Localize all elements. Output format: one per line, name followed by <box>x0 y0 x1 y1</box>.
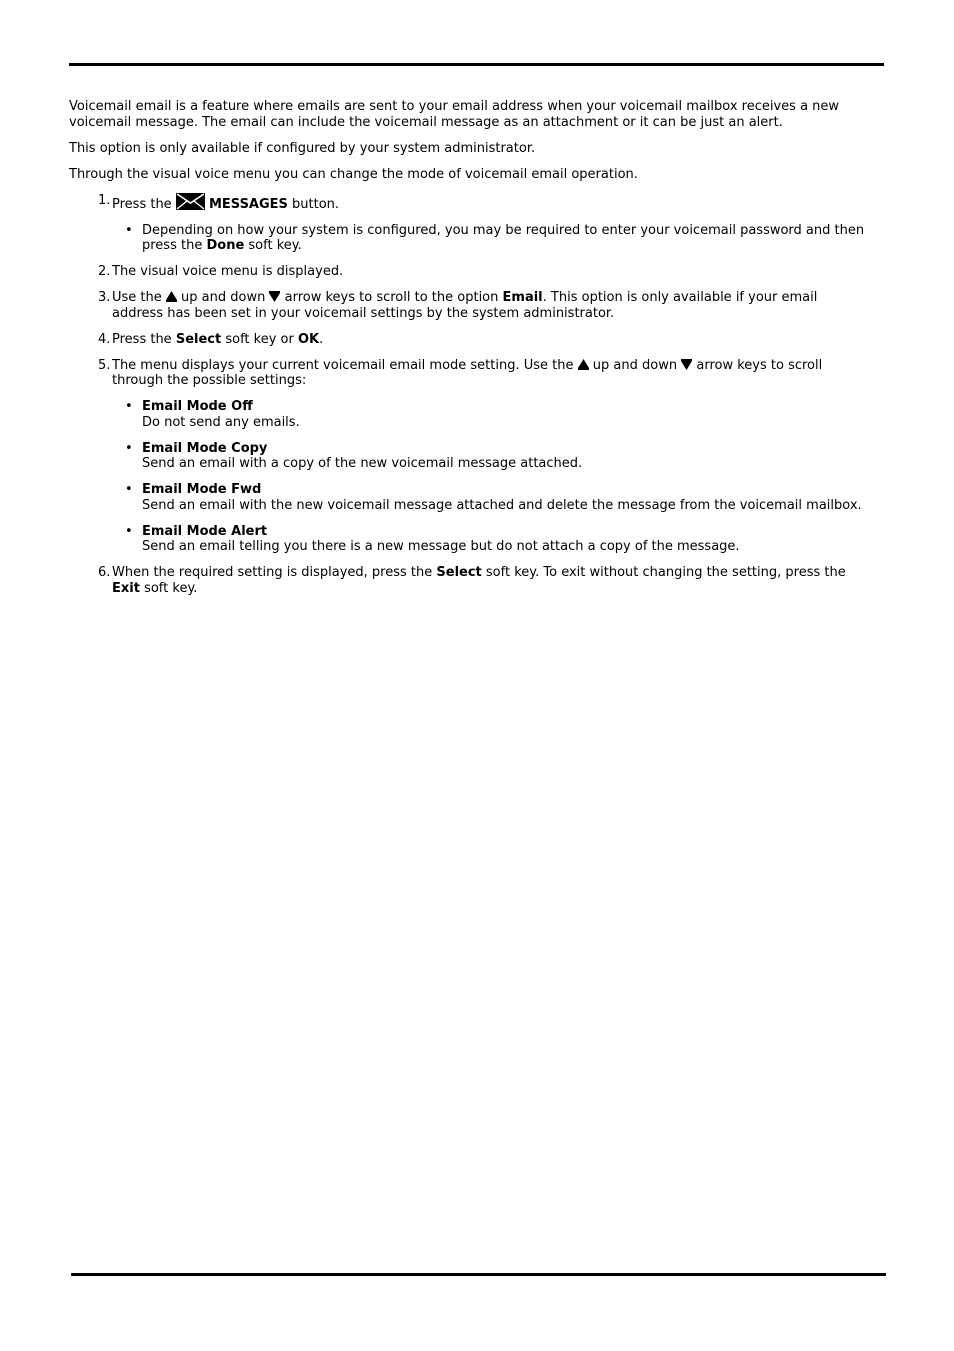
down-arrow-icon <box>681 359 692 370</box>
down-arrow-icon <box>269 291 280 302</box>
select-label: Select <box>436 565 482 580</box>
step-text: . This option is only available if your email address has been set in your voicemail settings by the system administrator. <box>112 290 818 321</box>
mode-description: Send an email with a copy of the new voicemail message attached. <box>142 456 583 471</box>
step-text: soft key. To exit without changing the setting, press the <box>485 565 846 580</box>
step-text: The menu displays your current voicemail email mode setting. Use the <box>112 357 574 373</box>
step-text: When the required setting is displayed, press the <box>112 565 433 580</box>
step-number: 4. <box>98 331 111 347</box>
bullet: • <box>125 222 133 238</box>
intro-paragraph-2: This option is only available if configured by your system administrator. <box>69 140 536 156</box>
bullet: • <box>125 440 133 456</box>
up-arrow-icon <box>166 291 177 302</box>
step-1-notes <box>112 223 869 254</box>
step-text: Use the <box>112 290 162 305</box>
note-text: Depending on how your system is configured, you may be required to enter your voicemail password and then press the <box>142 222 865 253</box>
intro-paragraph-3: Through the visual voice menu you can change the mode of voicemail email operation. <box>69 166 638 182</box>
mode-description: Send an email with the new voicemail message attached and delete the message from the voicemail mailbox. <box>142 497 862 513</box>
step-text: up and down <box>181 290 266 305</box>
bullet: • <box>125 399 133 414</box>
list-item <box>112 482 869 513</box>
mode-title: Email Mode Copy <box>142 440 268 456</box>
footer-rule <box>71 1273 886 1276</box>
ok-label: OK <box>297 331 320 347</box>
step-text: The visual voice menu is displayed. <box>112 264 344 279</box>
step-number: 6. <box>98 565 111 580</box>
step-text: button. <box>292 196 340 212</box>
list-item <box>112 399 869 430</box>
select-label: Select <box>175 331 222 347</box>
mode-title: Email Mode Fwd <box>142 482 262 497</box>
list-item <box>112 441 869 472</box>
step-text: arrow keys to scroll through the possible settings: <box>112 357 823 388</box>
intro-paragraph-1: Voicemail email is a feature where emails are sent to your email address when your voicemail mailbox receives a new voicemail message. The email can include the voicemail message as an attachment or it can be just an alert. <box>69 99 840 130</box>
step-2 <box>69 264 869 280</box>
envelope-icon <box>176 193 205 210</box>
mode-description: Send an email telling you there is a new message but do not attach a copy of the message. <box>142 539 740 554</box>
bullet: • <box>125 523 133 539</box>
mode-title: Email Mode Off <box>142 399 253 414</box>
step-number: 2. <box>98 264 111 279</box>
step-text: arrow keys to scroll to the option <box>284 290 499 305</box>
step-text: . <box>319 331 324 347</box>
step-text: Press the <box>112 331 172 347</box>
email-label: Email <box>502 290 543 305</box>
step-6 <box>69 565 869 596</box>
note-text: soft key. <box>248 238 302 253</box>
step-text: up and down <box>592 357 678 373</box>
bullet: • <box>125 482 133 497</box>
messages-label: MESSAGES <box>208 196 288 212</box>
steps-list <box>69 193 869 597</box>
step-text: soft key or <box>225 331 294 347</box>
list-item <box>112 223 869 254</box>
mode-title: Email Mode Alert <box>142 523 268 539</box>
list-item <box>112 524 869 555</box>
header-rule <box>69 63 884 66</box>
step-text: Press the <box>112 196 172 212</box>
email-mode-list <box>112 399 869 555</box>
step-number: 3. <box>98 290 111 305</box>
up-arrow-icon <box>578 359 589 370</box>
exit-label: Exit <box>112 580 140 596</box>
document-body <box>69 99 869 607</box>
step-1 <box>69 193 869 254</box>
step-number: 5. <box>98 357 111 373</box>
done-label: Done <box>206 238 245 253</box>
step-5 <box>69 358 869 555</box>
step-text: soft key. <box>144 580 198 596</box>
mode-description: Do not send any emails. <box>142 414 300 430</box>
step-3 <box>69 290 869 321</box>
step-4 <box>69 332 869 348</box>
step-number: 1. <box>98 192 111 208</box>
